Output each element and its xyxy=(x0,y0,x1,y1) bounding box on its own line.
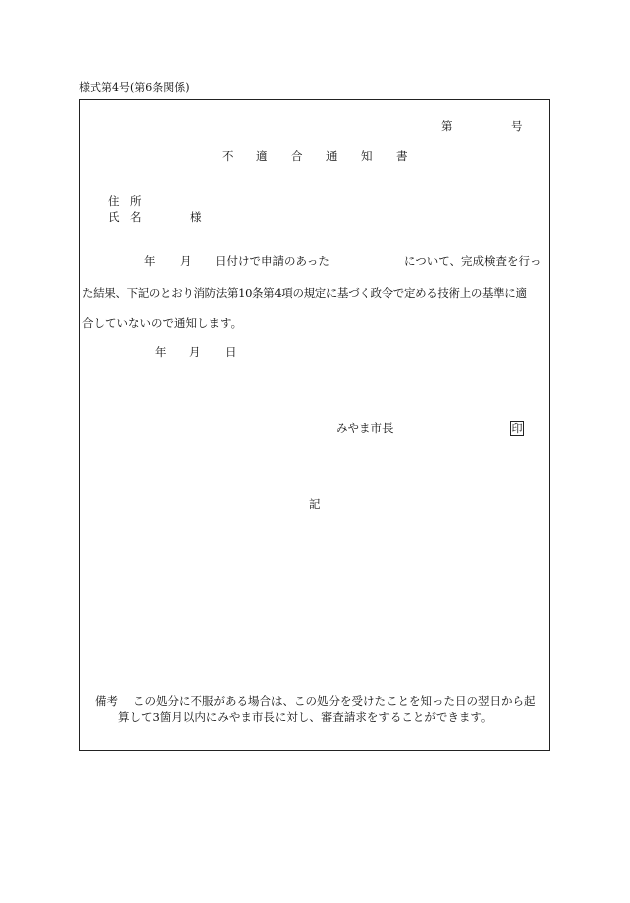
body-phrase-2: について、完成検査を行っ xyxy=(404,254,542,268)
name-label-char: 氏 xyxy=(108,210,120,224)
body-month: 月 xyxy=(180,254,192,268)
notes-label: 備考 xyxy=(95,694,118,708)
body-year: 年 xyxy=(144,254,156,268)
seal-mark: 印 xyxy=(511,422,523,435)
title-char: 不 xyxy=(222,149,234,163)
title-char: 知 xyxy=(361,149,373,163)
notes-line-1: この処分に不服がある場合は、この処分を受けたことを知った日の翌日から起 xyxy=(133,694,536,708)
title-char: 通 xyxy=(326,149,338,163)
date-day: 日 xyxy=(225,345,237,359)
ki-heading: 記 xyxy=(309,497,321,511)
body-line-2: た結果、下記のとおり消防法第10条第4項の規定に基づく政令で定める技術上の基準に適 xyxy=(82,286,527,300)
address-label-char: 住 xyxy=(108,194,120,208)
title-char: 合 xyxy=(291,149,303,163)
document-number-prefix: 第 xyxy=(441,119,453,133)
notes-line-2: 算して3箇月以内にみやま市長に対し、審査請求をすることができます。 xyxy=(118,710,493,724)
body-line-3: 合していないので通知します。 xyxy=(82,316,243,330)
date-year: 年 xyxy=(155,345,167,359)
issuer-name: みやま市長 xyxy=(336,421,394,435)
document-number-suffix: 号 xyxy=(511,119,523,133)
address-label-char: 所 xyxy=(130,194,142,208)
body-phrase-1: 日付けで申請のあった xyxy=(215,254,330,268)
title-char: 書 xyxy=(396,149,408,163)
honorific: 様 xyxy=(190,210,202,224)
form-number-label: 様式第4号(第6条関係) xyxy=(79,81,190,94)
title-char: 適 xyxy=(256,149,268,163)
document-frame xyxy=(79,99,550,751)
date-month: 月 xyxy=(189,345,201,359)
name-label-char: 名 xyxy=(130,210,142,224)
